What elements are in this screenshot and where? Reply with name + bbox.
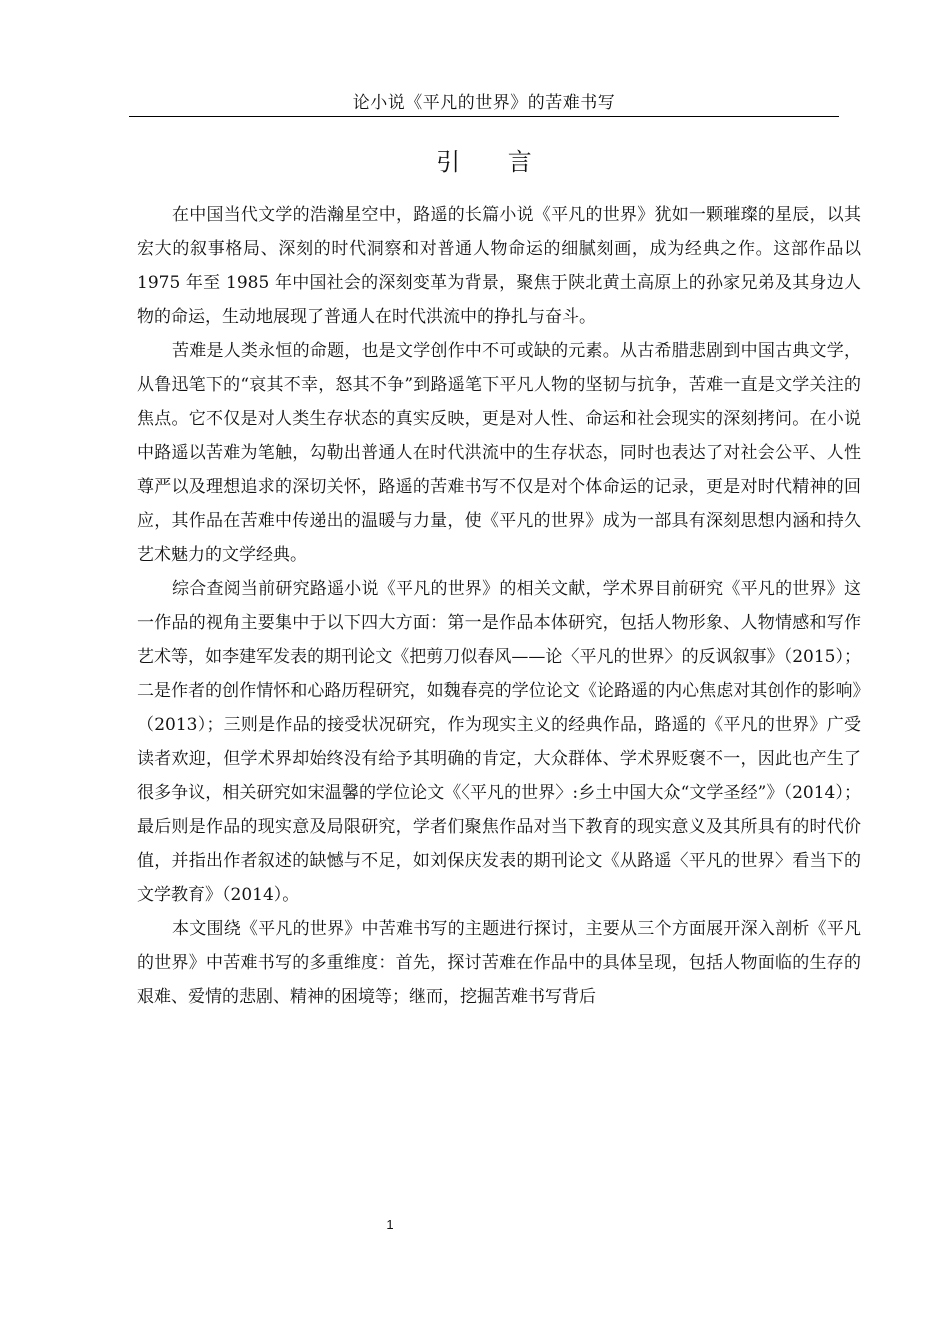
body-text (137, 198, 861, 1014)
paragraph: 在中国当代文学的浩瀚星空中，路遥的长篇小说《平凡的世界》犹如一颗璀璨的星辰，以其宏大的叙事格局、深刻的时代洞察和对普通人物命运的细腻刻画，成为经典之作。这部作品以 1975 年至 1985 年中国社会的深刻变革为背景，聚焦于陕北黄土高原上的孙家兄弟及其身边人物的命运，生动地展现了普通人在时代洪流中的挣扎与奋斗。 (137, 205, 861, 327)
paragraph: 综合查阅当前研究路遥小说《平凡的世界》的相关文献，学术界目前研究《平凡的世界》这一作品的视角主要集中于以下四大方面：第一是作品本体研究，包括人物形象、人物情感和写作艺术等，如李建军发表的期刊论文《把剪刀似春风——论〈平凡的世界〉的反讽叙事》（2015）；二是作者的创作情怀和心路历程研究，如魏春亮的学位论文《论路遥的内心焦虑对其创作的影响》（2013）；三则是作品的接受状况研究，作为现实主义的经典作品，路遥的《平凡的世界》广受读者欢迎，但学术界却始终没有给予其明确的肯定，大众群体、学术界贬褒不一，因此也产生了很多争议，相关研究如宋温馨的学位论文《〈平凡的世界〉:乡土中国大众“文学圣经”》（2014）；最后则是作品的现实意及局限研究，学者们聚焦作品对当下教育的现实意义及其所具有的时代价值，并指出作者叙述的缺憾与不足，如刘保庆发表的期刊论文《从路遥〈平凡的世界〉看当下的文学教育》（2014）。 (137, 579, 861, 905)
header-divider (129, 116, 839, 117)
running-header: 论小说《平凡的世界》的苦难书写 (352, 93, 616, 113)
section-title: 引 言 (436, 148, 552, 176)
page-number: 1 (386, 1217, 394, 1232)
paragraph: 苦难是人类永恒的命题，也是文学创作中不可或缺的元素。从古希腊悲剧到中国古典文学，从鲁迅笔下的“哀其不幸，怒其不争”到路遥笔下平凡人物的坚韧与抗争，苦难一直是文学关注的焦点。它不仅是对人类生存状态的真实反映，更是对人性、命运和社会现实的深刻拷问。在小说中路遥以苦难为笔触，勾勒出普通人在时代洪流中的生存状态，同时也表达了对社会公平、人性尊严以及理想追求的深切关怀，路遥的苦难书写不仅是对个体命运的记录，更是对时代精神的回应，其作品在苦难中传递出的温暖与力量，使《平凡的世界》成为一部具有深刻思想内涵和持久艺术魅力的文学经典。 (137, 341, 861, 565)
paragraph: 本文围绕《平凡的世界》中苦难书写的主题进行探讨，主要从三个方面展开深入剖析《平凡的世界》中苦难书写的多重维度：首先，探讨苦难在作品中的具体呈现，包括人物面临的生存的艰难、爱情的悲剧、精神的困境等；继而，挖掘苦难书写背后 (137, 919, 861, 1007)
